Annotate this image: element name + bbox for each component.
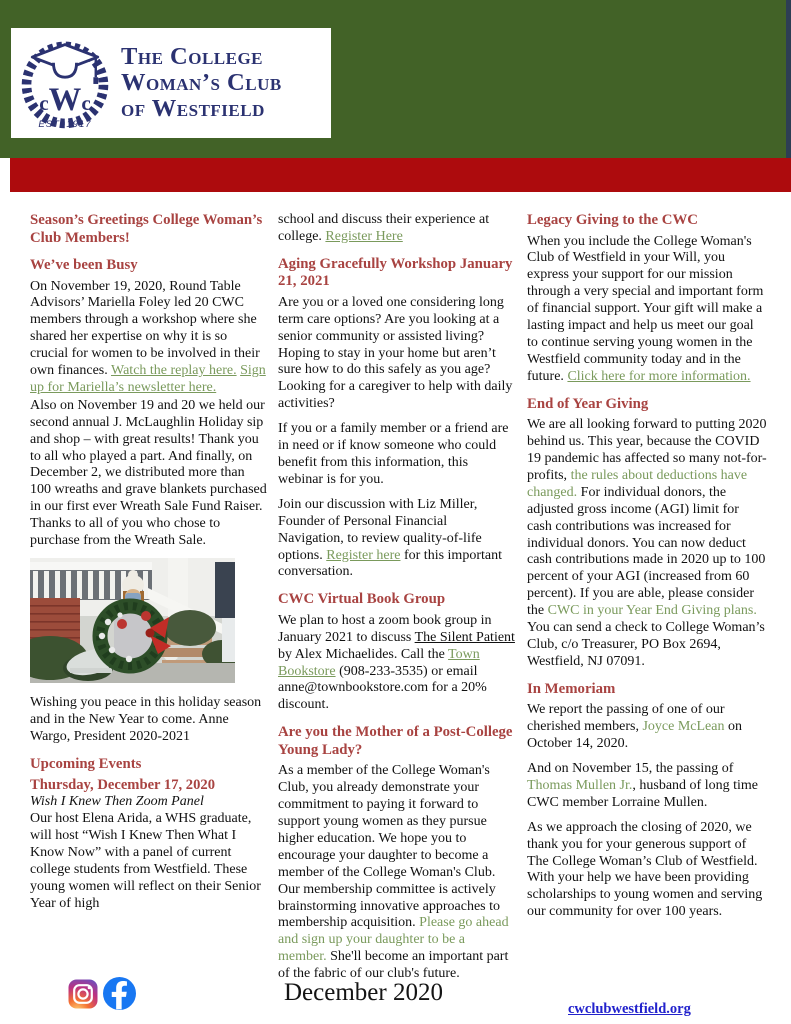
logo-title-line: The College (121, 43, 264, 70)
issue-date: December 2020 (284, 979, 443, 1006)
text-run: Thursday, December 17, 2020 (30, 777, 215, 794)
paragraph (527, 702, 767, 753)
text-run: The Silent Patient (414, 629, 515, 645)
text-run: (908-233-3535) or email anne@townbookstore.com for a 20% discount. (278, 663, 487, 713)
text-run: We report the passing of one of our cherished members, (527, 702, 725, 735)
edge-accent (786, 0, 791, 158)
text-run: Aging Gracefully Workshop January 21, 2021 (278, 255, 513, 290)
text-run: for this important conversation. (278, 547, 502, 580)
paragraph (278, 421, 516, 489)
text-run: CWC Virtual Book Group (278, 591, 446, 608)
logo-title-line: Woman’s Club (121, 69, 282, 96)
event-title (30, 794, 268, 811)
link[interactable]: Register Here (325, 228, 403, 244)
text-run: school and discuss their experience at college. (278, 212, 490, 244)
text-run: Join our discussion with Liz Miller, Founder of Personal Financial Navigation, to review quality-of-life options. (278, 496, 482, 563)
text-run: We’ve been Busy (30, 257, 138, 273)
column-right (527, 212, 767, 929)
header-banner (0, 0, 791, 158)
weve-been-busy-heading (30, 257, 268, 275)
paragraph (30, 279, 268, 397)
aging-gracefully-heading (278, 256, 516, 291)
paragraph (278, 497, 516, 582)
text-run: On November 19, 2020, Round Table Advisors’ Mariella Foley led 20 CWC members through a workshop where she shared her expertise on why it is so crucial for women to be involved in their own finances. (30, 278, 260, 379)
social-links (68, 977, 136, 1010)
text-run: on October 14, 2020. (527, 719, 742, 752)
end-of-year-giving-heading (527, 396, 767, 414)
paragraph (278, 212, 516, 246)
paragraph (278, 763, 516, 983)
greetings-heading (30, 212, 268, 247)
text-run: Upcoming Events (30, 755, 142, 772)
in-memoriam-heading (527, 681, 767, 699)
column-left (30, 212, 268, 920)
instagram-icon[interactable] (68, 979, 98, 1009)
website-link[interactable]: cwclubwestfield.org (568, 1001, 691, 1017)
logo-title-line: of Westfield (121, 95, 265, 122)
paragraph (527, 234, 767, 386)
text-run: by Alex Michaelides. Call the (278, 646, 449, 662)
paragraph (278, 613, 516, 714)
text-run: Wishing you peace in this holiday season and in the New Year to come. Anne Wargo, President 2020-2021 (30, 695, 262, 744)
paragraph (527, 820, 767, 921)
text-run: As we approach the closing of 2020, we thank you for your generous support of The College Woman’s Club of Westfield. With your help we have been providing scholarships to young women and serving our community for over 100 years. (527, 819, 763, 920)
link[interactable]: Register here (326, 547, 401, 563)
mother-post-college-heading (278, 724, 516, 759)
wreath-sale-photo (30, 558, 235, 683)
text-run: In Memoriam (527, 680, 616, 697)
facebook-icon[interactable] (103, 977, 136, 1010)
paragraph (527, 417, 767, 671)
column-middle (278, 212, 516, 991)
highlighted-text: CWC in your Year End Giving plans. (547, 603, 757, 619)
text-run: End of Year Giving (527, 395, 649, 412)
text-run: As a member of the College Woman's Club, you already demonstrate your commitment to paying it forward to support young women as they pursue higher education. We hope you to encourage your daughter to become a member of the College Woman's Club. Our membership committee is actively brainstorming innovative approaches to membership acquisition. (278, 763, 500, 931)
text-run: Also on November 19 and 20 we held our second annual J. McLaughlin Holiday sip and shop – with great results! Thank you to all who played a part. And finally, on December 2, we distributed more than 100 wreaths and grave blankets purchased in our first ever Wreath Sale Fund Raiser. Thanks to all of you who chose to purchase from the Wreath Sale. (30, 397, 267, 549)
logo-acronym-right: c (81, 90, 91, 115)
upcoming-events-heading (30, 756, 268, 774)
legacy-giving-heading (527, 212, 767, 230)
paragraph (527, 761, 767, 812)
logo (11, 28, 331, 138)
red-divider-bar (10, 158, 791, 192)
highlighted-text: Joyce McLean (642, 719, 725, 735)
text-run: Are you or a loved one considering long term care options? Are you looking at a senior community or assisted living? Hoping to stay in your home but aren’t sure how to do this safely as you age? Looking for a caregiver to help with daily activities? (278, 294, 513, 412)
link[interactable]: Click here for more information. (567, 368, 751, 384)
text-run: For individual donors, the adjusted gross income (AGI) limit for cash contributions was increased for individual donors. You can now deduct cash contributions made in 2020 up to 100 percent of your AGI (increased from 60 percent). If you are able, please consider the (527, 484, 766, 619)
text-run: Are you the Mother of a Post-College Young Lady? (278, 724, 513, 758)
event-date (30, 777, 268, 794)
text-run: Season’s Greetings College Woman’s Club Members! (30, 212, 263, 246)
text-run: If you or a family member or a friend are in need or if know someone who could benefit from this information, this webinar is for you. (278, 421, 509, 487)
link[interactable]: Watch the replay here. (111, 363, 237, 379)
text-run: Legacy Giving to the CWC (527, 212, 698, 228)
book-group-heading (278, 591, 516, 609)
link[interactable]: Town Bookstore (278, 646, 480, 679)
text-run: Our host Elena Arida, a WHS graduate, will host “Wish I Knew Then What I Know Now” with a panel of current college students from Westfield. These young women will reflect on their Senior Year of high (30, 811, 261, 911)
paragraph (278, 295, 516, 413)
logo-acronym-left: c (39, 90, 49, 115)
link[interactable]: Sign up for Mariella’s newsletter here. (30, 363, 266, 395)
paragraph (30, 811, 268, 912)
cwc-emblem-icon (15, 31, 115, 135)
logo-established: EST. 1917 (38, 119, 92, 131)
highlighted-text: the rules about deductions have changed. (527, 467, 748, 500)
highlighted-text: Thomas Mullen Jr. (527, 777, 633, 793)
paragraph (30, 398, 268, 550)
text-run: We plan to host a zoom book group in January 2021 to discuss (278, 612, 492, 645)
text-run: When you include the College Woman's Club of Westfield in your Will, you express your support for our mission through a very special and important form of financial support. Your gift will make a lasting impact and help us meet our goal to continue serving young women in the Westfield community today and in the future. (527, 233, 764, 384)
paragraph (30, 695, 268, 746)
text-run: You can send a check to College Woman’s Club, c/o Treasurer, PO Box 2694, Westfield, NJ 07091. (527, 620, 765, 669)
text-run: She'll become an important part of the fabric of our club's future. (278, 949, 509, 982)
logo-acronym-mid: W (48, 81, 82, 118)
text-run: We are all looking forward to putting 2020 behind us. This year, because the COVID 19 pandemic has affected so many not-for-profits, (527, 417, 767, 483)
highlighted-text: Please go ahead and sign up your daughter to be a member. (278, 915, 509, 965)
text-run: And on November 15, the passing of (527, 760, 734, 776)
text-run: Wish I Knew Then Zoom Panel (30, 794, 204, 810)
logo-title (121, 44, 282, 122)
text-run: , husband of long time CWC member Lorraine Mullen. (527, 777, 758, 810)
